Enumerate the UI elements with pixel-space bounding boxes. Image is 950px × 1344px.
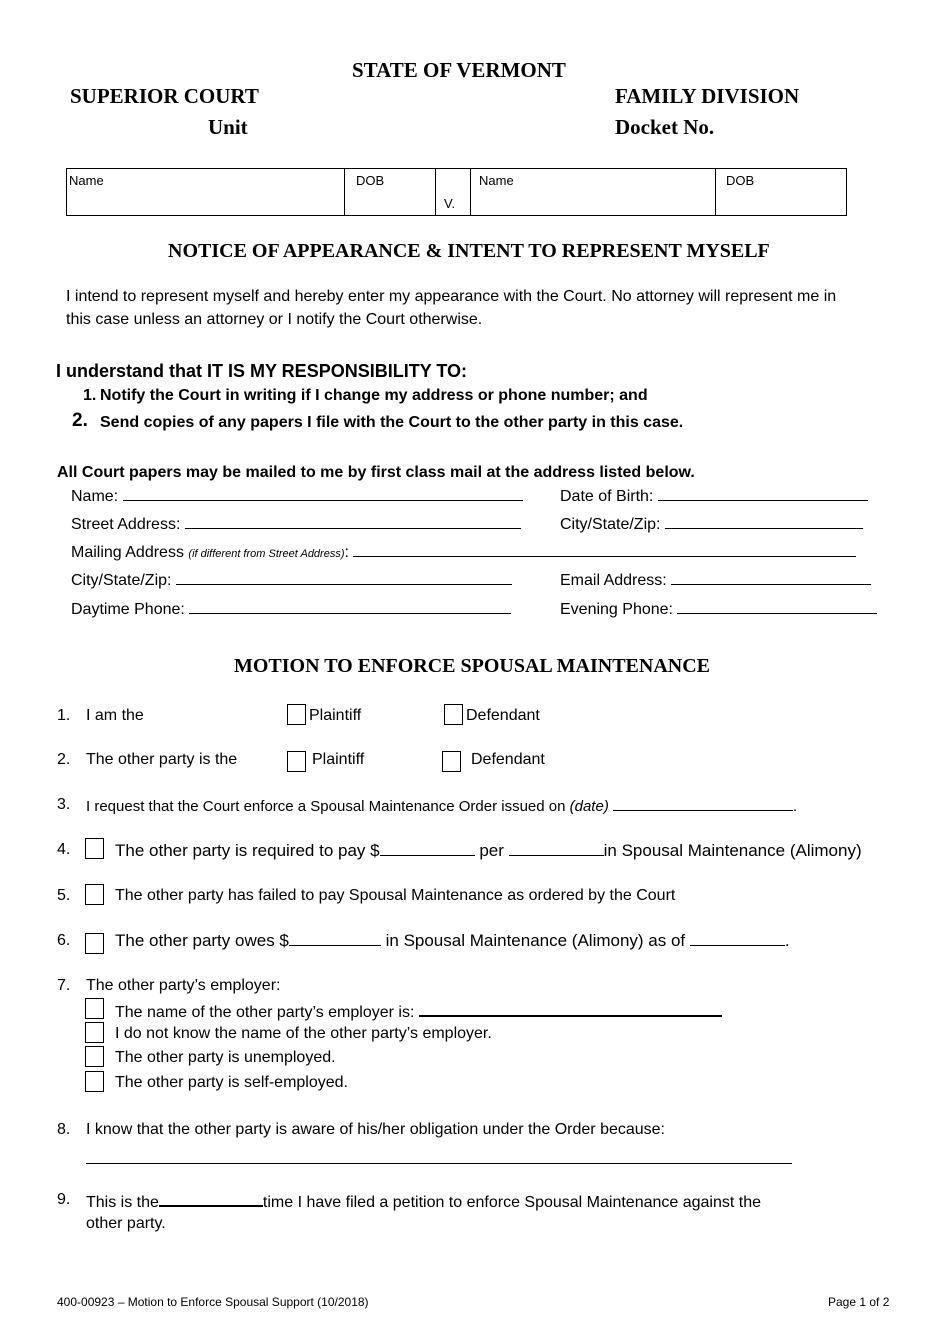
responsibility-2: Send copies of any papers I file with the Court to the other party in this case. xyxy=(100,414,684,431)
q4-row xyxy=(115,841,862,861)
q1-text: I am the xyxy=(86,707,144,724)
contact-street-row xyxy=(71,514,521,534)
notice-title: NOTICE OF APPEARANCE & INTENT TO REPRESENT MYSELF xyxy=(168,240,770,262)
contact-mailing-note: (if different from Street Address) xyxy=(188,548,345,560)
plaintiff-dob-field[interactable] xyxy=(345,169,436,216)
q6-text-b: in Spousal Maintenance (Alimony) as of xyxy=(385,931,686,950)
q6-amount-input[interactable] xyxy=(289,931,381,946)
page-number: Page 1 of 2 xyxy=(828,1295,890,1309)
q1-plaintiff-checkbox[interactable] xyxy=(287,704,306,725)
q4-number: 4. xyxy=(57,841,71,858)
q4-period-input[interactable] xyxy=(509,841,604,856)
contact-email-input[interactable] xyxy=(671,570,871,585)
q5-number: 5. xyxy=(57,887,71,904)
q4-checkbox[interactable] xyxy=(85,838,104,859)
q2-defendant-label: Defendant xyxy=(471,751,545,768)
mail-notice: All Court papers may be mailed to me by first class mail at the address listed below. xyxy=(57,464,695,481)
contact-evephone-row xyxy=(560,599,877,619)
defendant-name-label: Name xyxy=(479,173,514,188)
contact-dob-row xyxy=(560,486,868,506)
contact-city-row-2 xyxy=(71,570,512,590)
notice-intro-line1: I intend to represent myself and hereby enter my appearance with the Court. No attorney will represent me in xyxy=(66,288,837,305)
contact-city-input-2[interactable] xyxy=(176,570,512,585)
q5-text: The other party has failed to pay Spousal Maintenance as ordered by the Court xyxy=(115,887,676,904)
responsibility-heading: I understand that IT IS MY RESPONSIBILITY TO: xyxy=(56,361,468,381)
form-id: 400-00923 – Motion to Enforce Spousal Support (10/2018) xyxy=(57,1295,369,1309)
q7-text: The other party’s employer: xyxy=(86,977,281,994)
court-heading: SUPERIOR COURT xyxy=(70,84,259,108)
q2-defendant-checkbox[interactable] xyxy=(442,751,461,772)
q2-number: 2. xyxy=(57,751,71,768)
q5-checkbox[interactable] xyxy=(85,884,104,905)
contact-mailing-row xyxy=(71,542,856,562)
parties-table xyxy=(66,168,847,216)
q7-number: 7. xyxy=(57,977,71,994)
q9-row xyxy=(86,1191,761,1212)
q1-plaintiff-label: Plaintiff xyxy=(309,707,362,724)
contact-email-label: Email Address: xyxy=(560,572,667,589)
contact-mailing-input[interactable] xyxy=(353,542,856,557)
contact-mailing-label: Mailing Address xyxy=(71,544,184,561)
q4-amount-input[interactable] xyxy=(380,841,475,856)
q8-text: I know that the other party is aware of his/her obligation under the Order because: xyxy=(86,1121,665,1138)
q6-number: 6. xyxy=(57,932,71,949)
contact-name-label: Name: xyxy=(71,488,119,505)
q7-employer-name-label: The name of the other party’s employer is: xyxy=(115,1004,415,1021)
q7-unemployed-label: The other party is unemployed. xyxy=(115,1049,336,1066)
contact-dob-label: Date of Birth: xyxy=(560,488,654,505)
q9-number: 9. xyxy=(57,1191,71,1208)
q9-text-b: time I have filed a petition to enforce Spousal Maintenance against the xyxy=(262,1194,762,1211)
q6-text-a: The other party owes $ xyxy=(115,931,289,950)
q7-unknown-employer-checkbox[interactable] xyxy=(85,1022,104,1043)
q8-reason-input[interactable] xyxy=(86,1148,792,1164)
contact-mailing-colon: : xyxy=(344,544,349,561)
versus-cell xyxy=(436,169,471,216)
q7-employer-name-checkbox[interactable] xyxy=(85,998,104,1019)
q7-self-employed-checkbox[interactable] xyxy=(85,1071,104,1092)
q4-text-a: The other party is required to pay $ xyxy=(115,841,380,860)
q3-number: 3. xyxy=(57,796,71,813)
contact-email-row xyxy=(560,570,871,590)
q2-text: The other party is the xyxy=(86,751,238,768)
contact-street-input[interactable] xyxy=(185,514,521,529)
responsibility-1: Notify the Court in writing if I change my address or phone number; and xyxy=(100,387,648,404)
q7-employer-name-row xyxy=(115,1001,722,1022)
q4-text-c: in Spousal Maintenance (Alimony) xyxy=(603,841,862,860)
docket-label: Docket No. xyxy=(615,115,715,139)
q6-row xyxy=(115,931,790,951)
defendant-dob-field[interactable] xyxy=(716,169,847,216)
q1-defendant-checkbox[interactable] xyxy=(444,704,463,725)
q6-date-input[interactable] xyxy=(690,931,785,946)
defendant-dob-label: DOB xyxy=(726,173,755,188)
notice-intro-line2: this case unless an attorney or I notify the Court otherwise. xyxy=(66,311,483,328)
q3-period: . xyxy=(792,798,798,815)
contact-street-label: Street Address: xyxy=(71,516,181,533)
q7-unemployed-checkbox[interactable] xyxy=(85,1046,104,1067)
q3-row xyxy=(86,796,797,815)
q3-date-input[interactable] xyxy=(613,796,793,811)
q2-plaintiff-label: Plaintiff xyxy=(312,751,365,768)
q7-employer-name-input[interactable] xyxy=(419,1001,722,1017)
contact-city-row-1 xyxy=(560,514,863,534)
contact-dob-input[interactable] xyxy=(658,486,868,501)
q8-number: 8. xyxy=(57,1121,71,1138)
contact-city-input-1[interactable] xyxy=(665,514,863,529)
q3-date-label: (date) xyxy=(569,798,609,815)
q1-defendant-label: Defendant xyxy=(466,707,540,724)
q2-plaintiff-checkbox[interactable] xyxy=(287,751,306,772)
contact-evephone-label: Evening Phone: xyxy=(560,601,673,618)
division-heading: FAMILY DIVISION xyxy=(615,84,800,108)
contact-dayphone-label: Daytime Phone: xyxy=(71,601,185,618)
contact-dayphone-row xyxy=(71,599,511,619)
contact-dayphone-input[interactable] xyxy=(189,599,511,614)
responsibility-2-number: 2. xyxy=(72,410,88,431)
q6-checkbox[interactable] xyxy=(85,933,104,954)
responsibility-1-number: 1. xyxy=(83,387,97,404)
unit-label: Unit xyxy=(208,115,248,139)
contact-name-input[interactable] xyxy=(123,486,523,501)
plaintiff-dob-label: DOB xyxy=(356,173,385,188)
q4-text-b: per xyxy=(479,841,504,860)
versus-label: V. xyxy=(444,196,456,211)
q9-count-input[interactable] xyxy=(159,1191,263,1207)
q7-self-employed-label: The other party is self-employed. xyxy=(115,1074,348,1091)
plaintiff-name-field[interactable] xyxy=(67,169,345,216)
q6-period: . xyxy=(784,931,790,950)
plaintiff-name-label: Name xyxy=(69,173,104,188)
q9-text-c: other party. xyxy=(86,1215,166,1232)
contact-name-row xyxy=(71,486,523,506)
q3-text: I request that the Court enforce a Spousal Maintenance Order issued on xyxy=(86,798,566,815)
q1-number: 1. xyxy=(57,707,71,724)
contact-evephone-input[interactable] xyxy=(677,599,877,614)
contact-city-label-1: City/State/Zip: xyxy=(560,516,661,533)
q7-unknown-employer-label: I do not know the name of the other party’s employer. xyxy=(115,1025,492,1042)
motion-title: MOTION TO ENFORCE SPOUSAL MAINTENANCE xyxy=(234,655,710,677)
contact-city-label-2: City/State/Zip: xyxy=(71,572,172,589)
state-heading: STATE OF VERMONT xyxy=(352,58,566,82)
q9-text-a: This is the xyxy=(86,1194,159,1211)
defendant-name-field[interactable] xyxy=(471,169,716,216)
